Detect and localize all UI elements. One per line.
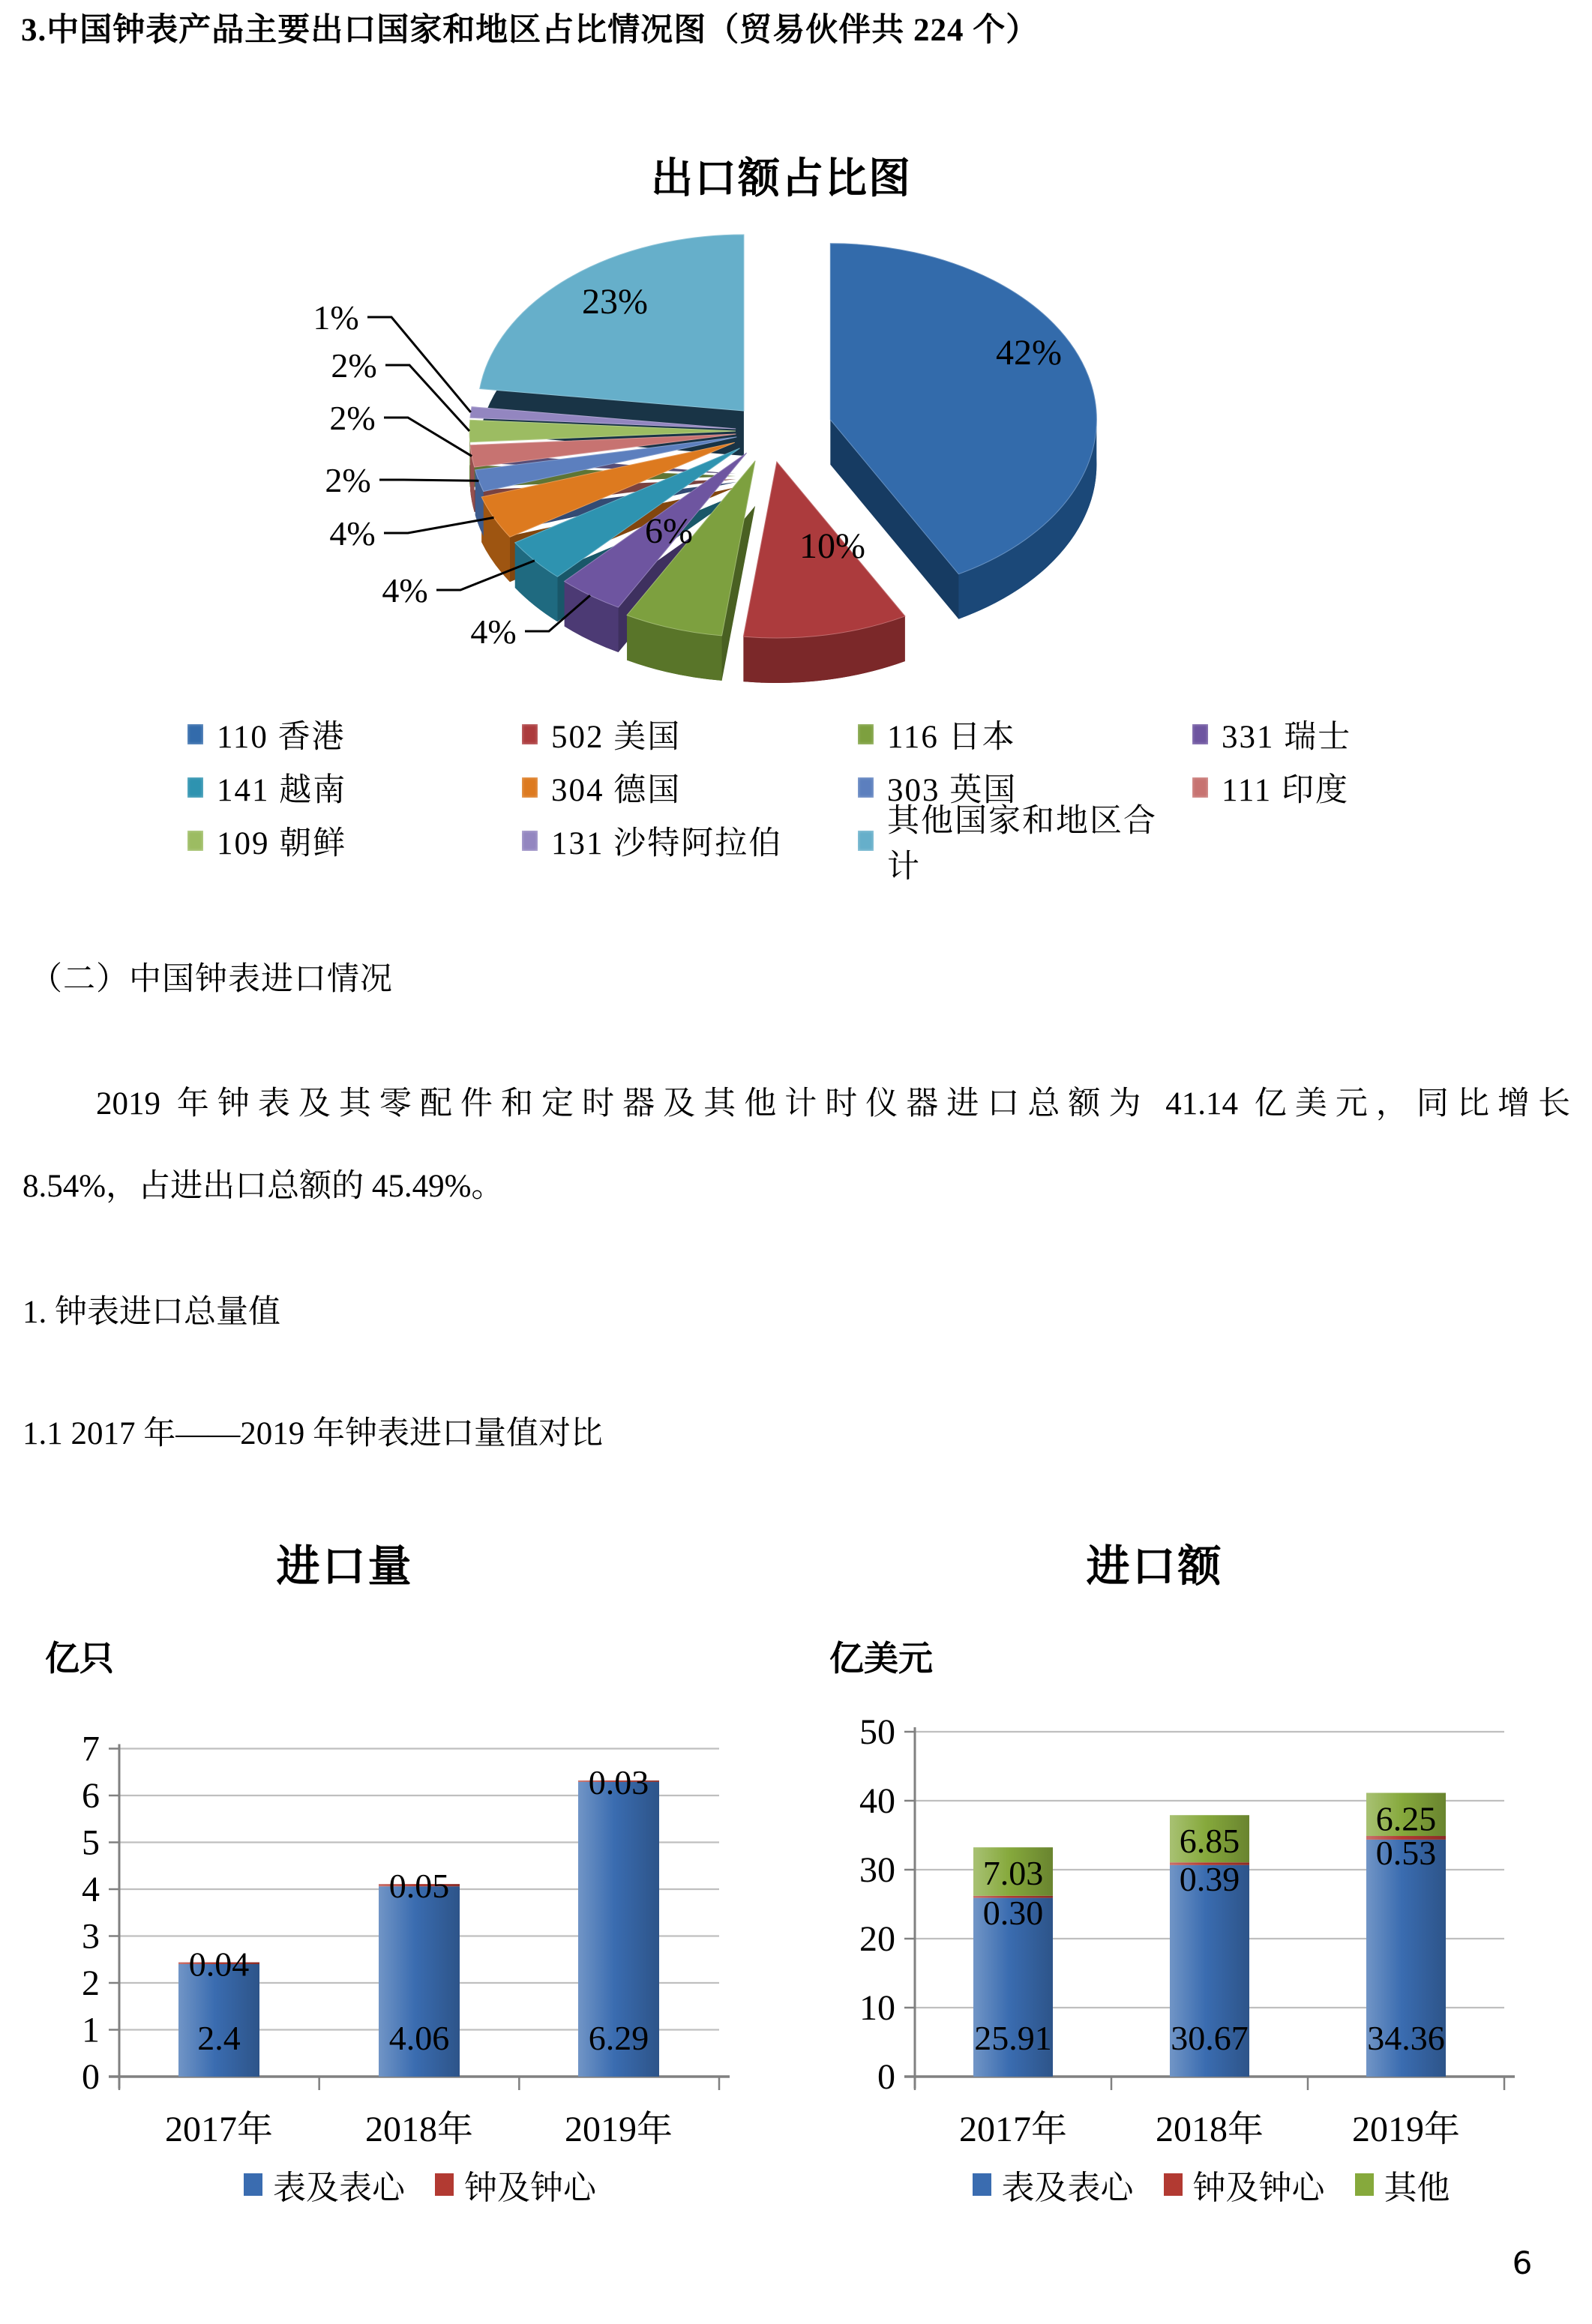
pie-data-label: 4% [470,612,517,651]
legend-swatch [858,831,874,851]
pie-legend-item [178,814,513,867]
import-value-chart-title: 进口额 [1086,1542,1224,1591]
bar-data-label: 0.39 [1179,1860,1240,1899]
y-axis-label: 30 [859,1850,895,1890]
bar-legend-item [1164,2161,1325,2209]
legend-swatch [435,2173,454,2196]
pie-legend-item [1183,761,1453,814]
pie-slice [480,235,744,411]
y-axis-label: 40 [859,1781,895,1821]
legend-label: 331 瑞士 [1222,720,1352,755]
pie-callout-line [385,365,469,431]
pie-data-label: 10% [799,526,865,566]
pie-legend-item [1183,708,1453,761]
y-axis-label: 50 [859,1712,895,1752]
bar-legend-item [973,2161,1134,2209]
bar-legend-item [435,2161,596,2209]
bar-data-label: 6.25 [1375,1799,1437,1838]
section-heading: （二）中国钟表进口情况 [30,962,393,997]
y-axis-label: 1 [82,2010,100,2050]
import-volume-legend [120,2161,720,2209]
legend-swatch [244,2173,262,2196]
pie-callout-line [384,517,494,533]
x-axis-label: 2019年 [564,2110,673,2149]
bar-data-label: 6.29 [588,2019,649,2057]
pie-legend-item [513,814,849,867]
pie-legend-item [178,761,513,814]
y-axis-label: 0 [877,2057,895,2097]
pie-data-label: 1% [313,298,359,337]
legend-swatch [522,831,538,851]
x-axis-label: 2017年 [958,2110,1068,2149]
pie-data-label: 2% [331,346,377,385]
bar-data-label: 0.53 [1375,1834,1437,1873]
legend-label: 钟及钟心 [1192,2170,1325,2206]
bar-chart [82,1730,730,2150]
pie-data-label: 4% [329,514,376,553]
legend-swatch [522,777,538,798]
y-axis-label: 2 [82,1963,100,2003]
legend-label: 141 越南 [217,773,347,808]
bar-data-label: 0.03 [588,1763,649,1801]
legend-label: 303 英国 [887,773,1018,808]
export-share-pie-chart [0,210,1592,720]
pie-data-label: 42% [996,333,1062,373]
import-bar-charts [0,1709,1592,2189]
legend-swatch [1192,777,1208,798]
legend-label: 其他国家和地区合计 [887,803,1157,885]
legend-label: 钟及钟心 [464,2170,596,2206]
bar-data-label: 34.36 [1367,2019,1445,2057]
legend-swatch [187,831,203,851]
legend-swatch [1355,2173,1374,2196]
y-axis-label: 20 [859,1919,895,1959]
legend-swatch [187,777,203,798]
page-number: 6 [1512,2245,1533,2281]
bar-data-label: 30.67 [1171,2019,1249,2057]
legend-label: 111 印度 [1222,773,1350,808]
legend-swatch [187,724,203,744]
legend-label: 502 美国 [551,720,682,755]
pie-data-label: 2% [325,461,371,499]
import-volume-axis-unit: 亿只 [45,1640,114,1678]
legend-swatch [858,777,874,798]
y-axis-label: 4 [82,1870,100,1909]
paragraph-line-1: 2019 年钟表及其零配件和定时器及其他计时仪器进口总额为 41.14 亿美元，同比增长 [96,1086,1570,1122]
import-value-legend [915,2161,1507,2209]
pie-data-label: 6% [645,511,693,551]
pie-legend [178,708,1453,885]
x-axis-label: 2018年 [1155,2110,1264,2149]
legend-label: 109 朝鲜 [217,826,347,861]
pie-legend-item [849,708,1183,761]
pie-chart-title: 出口额占比图 [651,156,912,202]
y-axis-label: 10 [859,1988,895,2028]
legend-swatch [973,2173,991,2196]
pie-callout-line [384,418,472,456]
y-axis-label: 7 [82,1729,100,1769]
bar-data-label: 0.30 [982,1893,1044,1932]
pie-callout-line [379,480,479,481]
pie-data-label: 23% [582,282,648,322]
y-axis-label: 0 [82,2057,100,2097]
subsection-1-1-heading: 1.1 2017 年——2019 年钟表进口量值对比 [22,1416,603,1451]
bar-data-label: 25.91 [974,2019,1052,2057]
bar-data-label: 0.04 [188,1945,250,1984]
y-axis-label: 5 [82,1822,100,1863]
pie-data-label: 2% [329,399,376,437]
x-axis-label: 2018年 [364,2110,474,2149]
bar-legend-item [244,2161,405,2209]
legend-label: 110 香港 [217,720,346,755]
subsection-1-heading: 1. 钟表进口总量值 [22,1295,280,1330]
y-axis-label: 3 [82,1916,100,1957]
pie-legend-item [178,708,513,761]
page-heading: 3.中国钟表产品主要出口国家和地区占比情况图（贸易伙伴共 224 个） [21,13,1039,48]
y-axis-label: 6 [82,1776,100,1816]
pie-data-label: 4% [382,571,428,609]
bar-legend-item [1355,2161,1450,2209]
pie-legend-item [849,803,1183,885]
legend-swatch [1192,724,1208,744]
legend-label: 116 日本 [887,720,1016,755]
pie-legend-item [513,761,849,814]
legend-swatch [522,724,538,744]
bar-data-label: 7.03 [982,1854,1044,1893]
legend-label: 表及表心 [1001,2170,1134,2206]
pie-legend-item [513,708,849,761]
paragraph-line-2: 8.54%，占进出口总额的 45.49%。 [22,1169,504,1204]
bar-data-label: 6.85 [1179,1822,1240,1861]
legend-swatch [1164,2173,1183,2196]
legend-label: 表及表心 [273,2170,405,2206]
legend-label: 其他 [1384,2170,1450,2206]
bar-data-label: 0.05 [388,1867,450,1906]
legend-label: 131 沙特阿拉伯 [551,826,783,861]
import-volume-chart-title: 进口量 [276,1542,414,1591]
bar-data-label: 4.06 [388,2019,450,2057]
x-axis-label: 2019年 [1351,2110,1461,2149]
pie-callout-line [367,317,471,412]
bar-chart [859,1712,1515,2149]
x-axis-label: 2017年 [164,2110,274,2149]
legend-label: 304 德国 [551,773,682,808]
import-value-axis-unit: 亿美元 [829,1640,933,1678]
bar-data-label: 2.4 [197,2019,241,2057]
legend-swatch [858,724,874,744]
